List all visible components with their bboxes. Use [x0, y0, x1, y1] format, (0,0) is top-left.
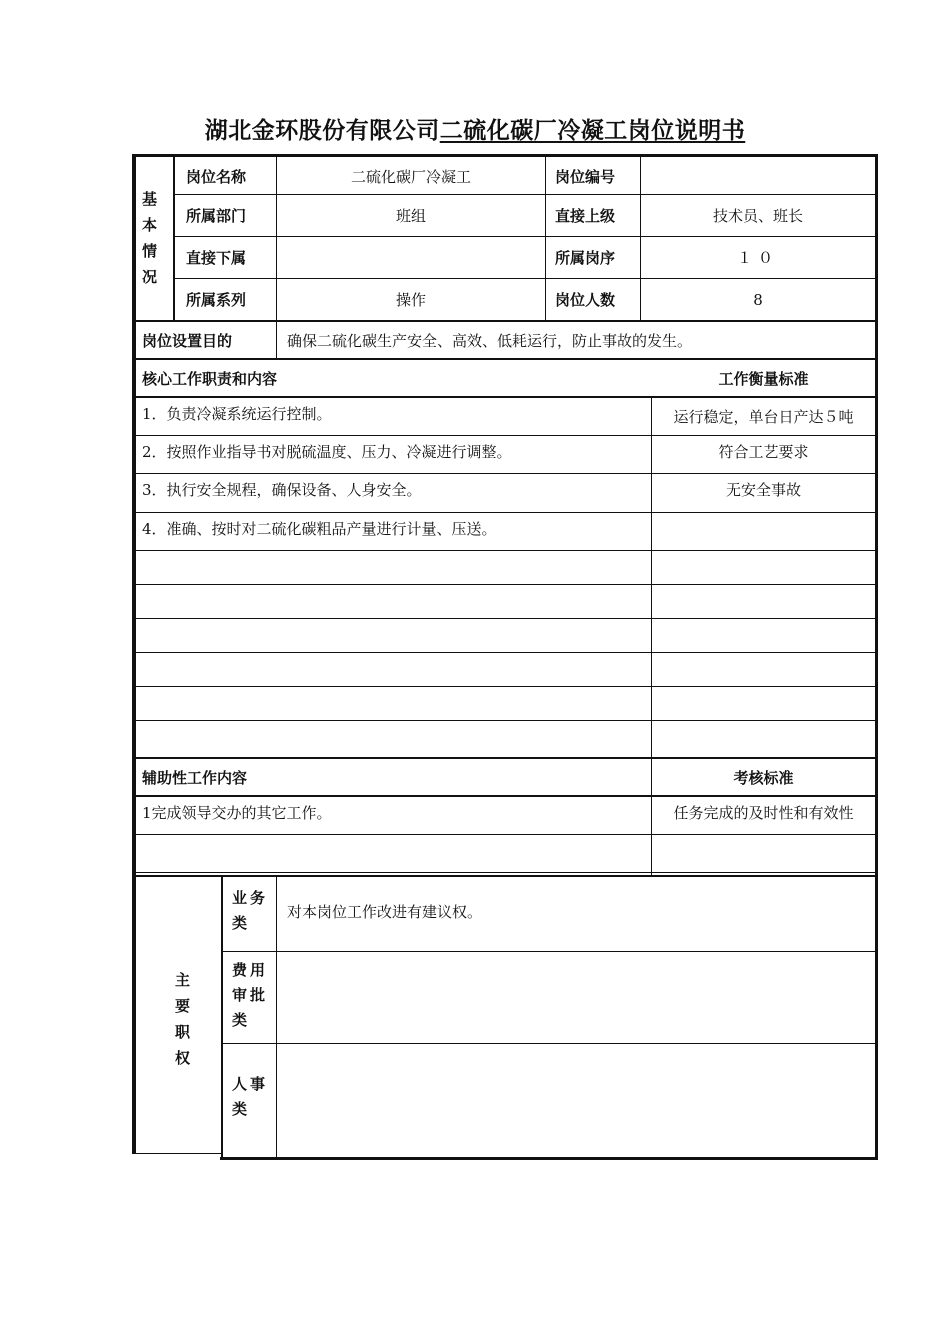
rule: [135, 686, 877, 687]
rule: [135, 872, 877, 873]
auxiliary-standard-1: 任务完成的及时性和有效性: [673, 803, 854, 822]
core-standard-header: 工作衡量标准: [718, 369, 809, 388]
rule: [545, 157, 546, 321]
series-value: 操作: [395, 291, 426, 309]
core-standard-2: 符合工艺要求: [718, 442, 809, 461]
rule: [135, 618, 877, 619]
rule: [276, 877, 277, 1158]
core-standard-3: 无安全事故: [725, 480, 801, 499]
series-label: 所属系列: [186, 291, 247, 309]
inner-left-border: [135, 157, 136, 1154]
subordinate-label: 直接下属: [186, 249, 247, 267]
department-value: 班组: [395, 207, 426, 225]
company-name: 湖北金环股份有限公司: [204, 118, 440, 144]
basic-section-label: 基本情况: [141, 190, 157, 286]
purpose-label: 岗位设置目的: [142, 331, 233, 350]
business-text: 对本岗位工作改进有建议权。: [287, 902, 483, 921]
sequence-value: １０: [736, 249, 779, 267]
rule: [222, 1043, 877, 1044]
headcount-value: 8: [753, 290, 763, 309]
rule: [132, 875, 878, 877]
job-description-table: [132, 154, 878, 1160]
rule: [221, 877, 223, 1160]
rule: [135, 584, 877, 585]
expense-label: 费用审批类: [232, 961, 269, 1029]
headcount-label: 岗位人数: [555, 291, 616, 309]
rule: [135, 834, 877, 835]
core-standard-4: [652, 513, 875, 543]
superior-value: 技术员、班长: [712, 207, 803, 225]
rule: [222, 951, 877, 952]
authority-section-label: 主要职权: [174, 971, 190, 1067]
superior-label: 直接上级: [555, 207, 616, 225]
purpose-text: 确保二硫化碳生产安全、高效、低耗运行，防止事故的发生。: [287, 331, 693, 350]
auxiliary-duty-1: 1完成领导交办的其它工作。: [142, 803, 332, 822]
personnel-label: 人事类: [232, 1075, 269, 1118]
core-duty-3: 3．执行安全规程，确保设备、人身安全。: [142, 480, 422, 499]
position-name-label: 岗位名称: [186, 167, 247, 186]
position-code-value: [641, 158, 875, 194]
rule: [135, 720, 877, 721]
sequence-label: 所属岗序: [555, 249, 616, 267]
document-title: [0, 112, 950, 145]
auxiliary-standard-header: 考核标准: [733, 768, 794, 787]
core-duty-2: 2．按照作业指导书对脱硫温度、压力、冷凝进行调整。: [142, 442, 512, 461]
document-name: 二硫化碳厂冷凝工岗位说明书: [439, 118, 746, 144]
business-label: 业务类: [232, 889, 269, 932]
rule: [135, 550, 877, 551]
auxiliary-duties-header: 辅助性工作内容: [142, 768, 248, 787]
position-name-value: 二硫化碳厂冷凝工: [350, 167, 471, 186]
outer-right-border: [875, 154, 878, 1160]
department-label: 所属部门: [186, 207, 247, 225]
outer-top-border: [132, 154, 878, 157]
core-standard-1: 运行稳定，单台日产达５吨: [673, 408, 854, 426]
core-duties-header: 核心工作职责和内容: [142, 369, 278, 388]
rule: [173, 157, 175, 321]
outer-bottom-border: [220, 1157, 878, 1160]
rule: [135, 652, 877, 653]
left-edge-bottom: [132, 1153, 222, 1154]
core-duty-1: 1．负责冷凝系统运行控制。: [142, 404, 332, 423]
position-code-label: 岗位编号: [555, 167, 616, 186]
subordinate-value: [277, 237, 545, 278]
core-duty-4: 4．准确、按时对二硫化碳粗品产量进行计量、压送。: [142, 519, 497, 538]
